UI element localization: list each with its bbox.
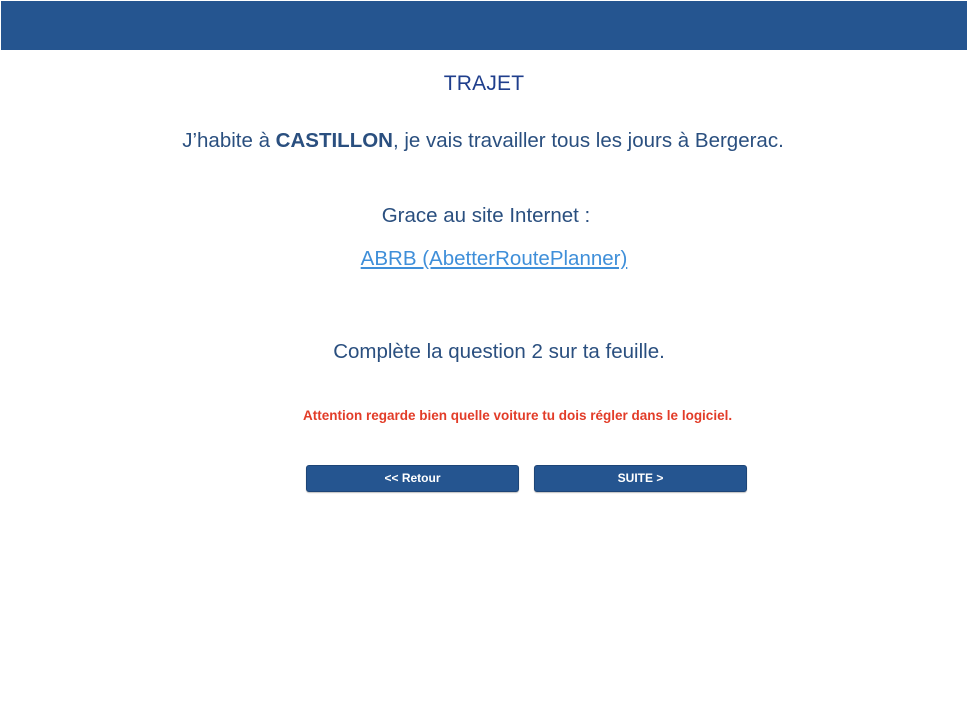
warning-text: Attention regarde bien quelle voiture tu dois régler dans le logiciel. <box>303 408 733 423</box>
abrb-site-link[interactable]: ABRB (AbetterRoutePlanner) <box>360 247 628 270</box>
question-instruction: Complète la question 2 sur ta feuille. <box>333 340 665 363</box>
back-button[interactable]: << Retour <box>306 465 519 492</box>
intro-text-after: , je vais travailler tous les jours à Bergerac. <box>392 129 784 152</box>
site-intro-text: Grace au site Internet : <box>381 204 591 227</box>
page-title: TRAJET <box>443 72 525 95</box>
intro-text-before: J’habite à <box>182 129 276 152</box>
top-header-bar <box>1 1 967 50</box>
intro-place-name: CASTILLON <box>275 129 393 152</box>
next-button[interactable]: SUITE > <box>534 465 747 492</box>
intro-text <box>0 129 966 153</box>
site-link-container <box>0 247 968 271</box>
